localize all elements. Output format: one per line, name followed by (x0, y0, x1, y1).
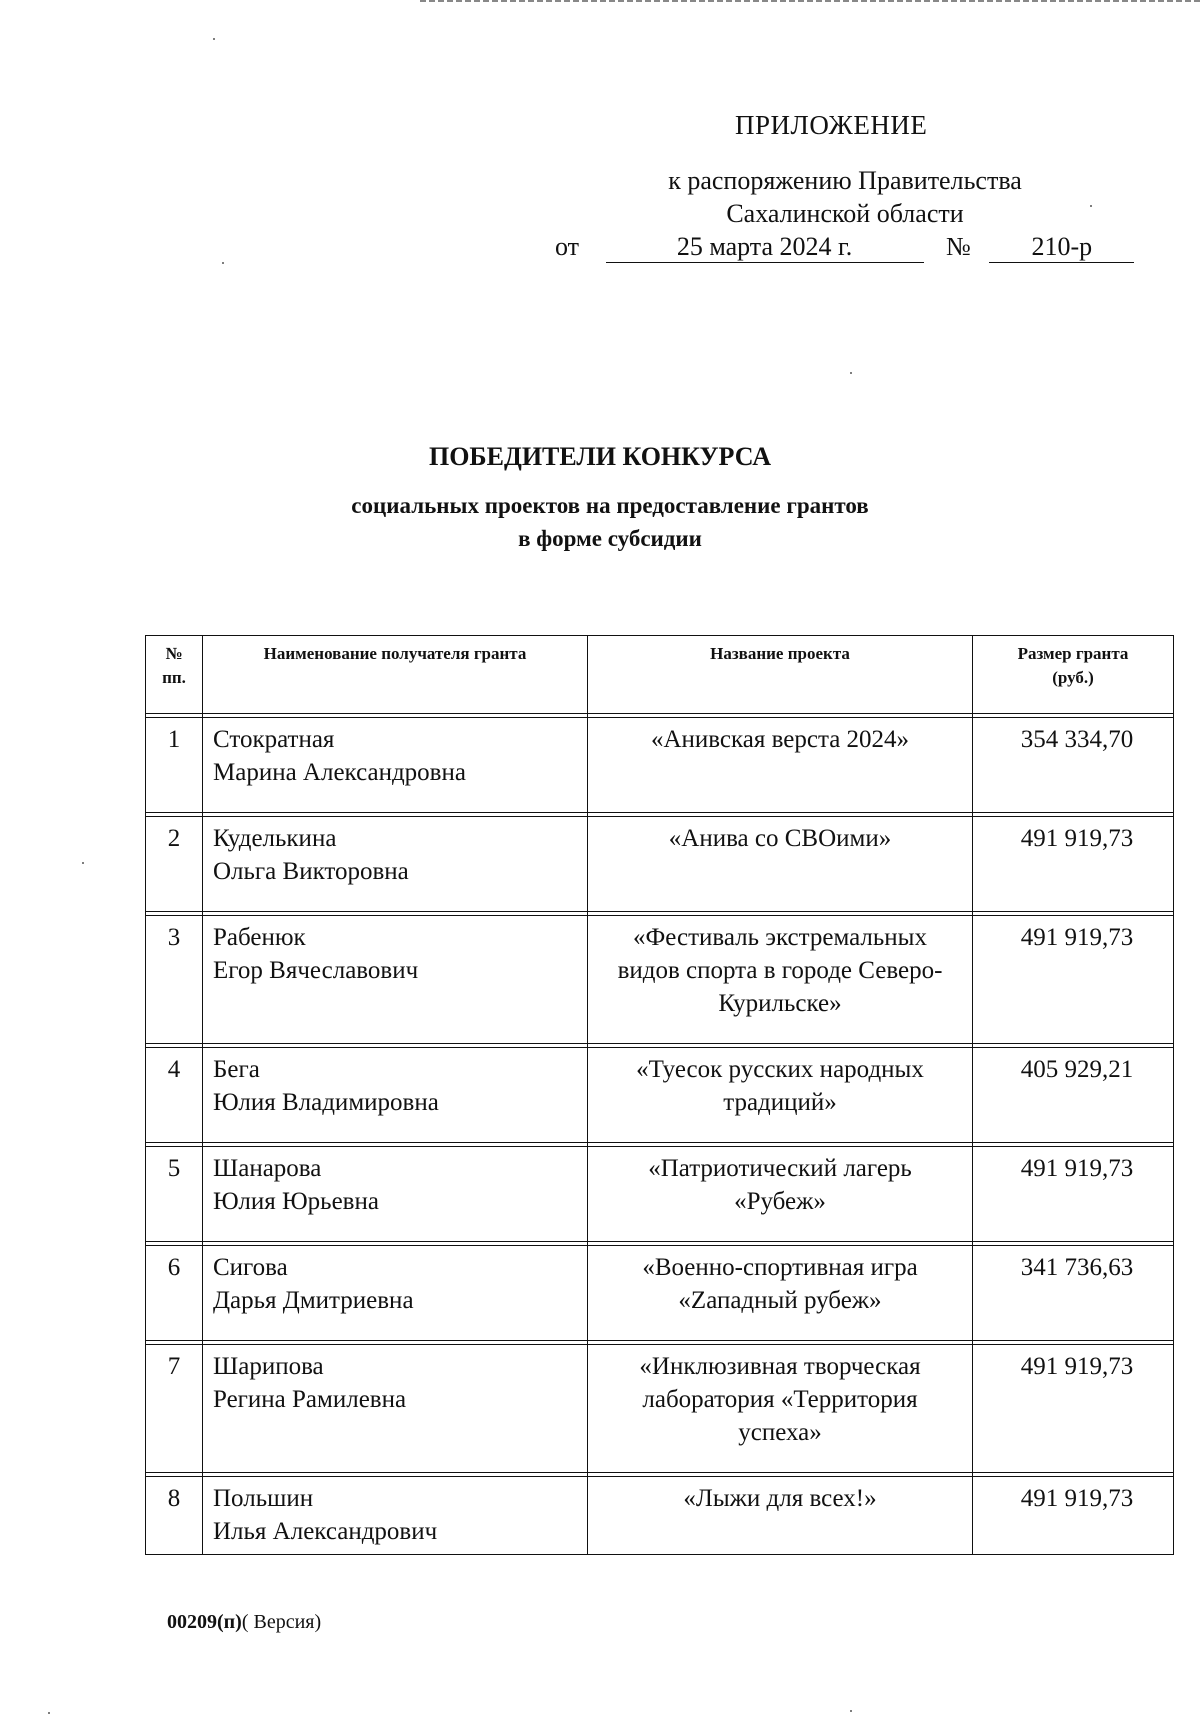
project-name: «Патриотический лагерь «Рубеж» (588, 1147, 973, 1242)
annex-number-sign: № (946, 232, 971, 261)
header-number (146, 636, 203, 714)
scan-speck (82, 862, 84, 864)
table-row (146, 1477, 1174, 1555)
recipient-cell (203, 1246, 588, 1341)
row-number: 3 (146, 916, 203, 1044)
table-row (146, 1345, 1174, 1473)
row-number: 2 (146, 817, 203, 912)
scan-speck (850, 1710, 852, 1712)
row-number: 5 (146, 1147, 203, 1242)
recipient-given-names: Юлия Владимировна (213, 1089, 439, 1116)
annex-number: 210-р (989, 232, 1134, 263)
table-header-row (146, 636, 1174, 714)
document-version: ( Версия) (241, 1611, 322, 1633)
recipient-surname: Сигова (213, 1254, 288, 1281)
annex-line-1: к распоряжению Правительства (668, 166, 1022, 195)
scan-speck (1090, 205, 1092, 207)
recipient-surname: Шанарова (213, 1155, 322, 1182)
table-row (146, 1048, 1174, 1143)
project-name: «Анивская верста 2024» (588, 718, 973, 813)
row-number: 1 (146, 718, 203, 813)
scan-speck (850, 372, 852, 374)
recipient-given-names: Егор Вячеславович (213, 957, 419, 984)
grant-winners-table (145, 635, 1174, 1555)
row-number: 7 (146, 1345, 203, 1473)
recipient-given-names: Юлия Юрьевна (213, 1188, 379, 1215)
table-row (146, 916, 1174, 1044)
recipient-surname: Шарипова (213, 1353, 324, 1380)
recipient-cell (203, 718, 588, 813)
recipient-cell (203, 1345, 588, 1473)
scan-speck (213, 38, 215, 40)
project-name: «Инклюзивная творческая лаборатория «Территория успеха» (588, 1345, 973, 1473)
header-amount-line-2: (руб.) (1052, 668, 1094, 687)
header-amount-line-1: Размер гранта (1017, 644, 1129, 663)
recipient-cell (203, 1477, 588, 1555)
project-name: «Военно-спортивная игра «Zападный рубеж» (588, 1246, 973, 1341)
header-number-line-2: пп. (162, 668, 186, 687)
recipient-given-names: Ольга Викторовна (213, 858, 409, 885)
recipient-surname: Куделькина (213, 825, 337, 852)
document-footer (167, 1611, 321, 1634)
recipient-surname: Рабенюк (213, 924, 306, 951)
table-row (146, 718, 1174, 813)
project-name: «Фестиваль экстремальных видов спорта в городе Северо-Курильске» (588, 916, 973, 1044)
table-row (146, 1246, 1174, 1341)
header-recipient: Наименование получателя гранта (203, 636, 588, 714)
grant-amount: 341 736,63 (973, 1246, 1174, 1341)
grant-amount: 491 919,73 (973, 817, 1174, 912)
document-subtitle-line-1: социальных проектов на предоставление грантов (351, 493, 869, 518)
annex-date: 25 марта 2024 г. (606, 232, 924, 263)
recipient-surname: Стократная (213, 726, 335, 753)
grant-amount: 405 929,21 (973, 1048, 1174, 1143)
annex-from-label: от (555, 232, 580, 261)
table-row (146, 817, 1174, 912)
document-title: ПОБЕДИТЕЛИ КОНКУРСА (428, 442, 772, 471)
row-number: 6 (146, 1246, 203, 1341)
annex-reference (555, 232, 1134, 263)
project-name: «Лыжи для всех!» (588, 1477, 973, 1555)
row-number: 4 (146, 1048, 203, 1143)
project-name: «Анива со СВОими» (588, 817, 973, 912)
grant-amount: 491 919,73 (973, 1345, 1174, 1473)
recipient-cell (203, 916, 588, 1044)
scan-top-edge (420, 0, 1200, 2)
project-name: «Туесок русских народных традиций» (588, 1048, 973, 1143)
recipient-given-names: Дарья Дмитриевна (213, 1287, 414, 1314)
document-code: 00209(п) (167, 1611, 242, 1633)
annex-line-2: Сахалинской области (726, 199, 964, 228)
recipient-cell (203, 1147, 588, 1242)
grant-amount: 491 919,73 (973, 916, 1174, 1044)
document-subtitle-line-2: в форме субсидии (518, 526, 702, 551)
recipient-cell (203, 1048, 588, 1143)
annex-title: ПРИЛОЖЕНИЕ (735, 110, 928, 140)
table-row (146, 1147, 1174, 1242)
recipient-given-names: Регина Рамилевна (213, 1386, 407, 1413)
recipient-cell (203, 817, 588, 912)
header-amount (973, 636, 1174, 714)
grant-amount: 491 919,73 (973, 1477, 1174, 1555)
recipient-surname: Польшин (213, 1485, 314, 1512)
scan-speck (222, 262, 224, 264)
recipient-surname: Бега (213, 1056, 260, 1083)
recipient-given-names: Марина Александровна (213, 759, 466, 786)
header-project: Название проекта (588, 636, 973, 714)
grant-amount: 491 919,73 (973, 1147, 1174, 1242)
row-number: 8 (146, 1477, 203, 1555)
scan-speck (48, 1712, 50, 1714)
grant-amount: 354 334,70 (973, 718, 1174, 813)
header-number-line-1: № (165, 644, 183, 663)
recipient-given-names: Илья Александрович (213, 1518, 438, 1545)
